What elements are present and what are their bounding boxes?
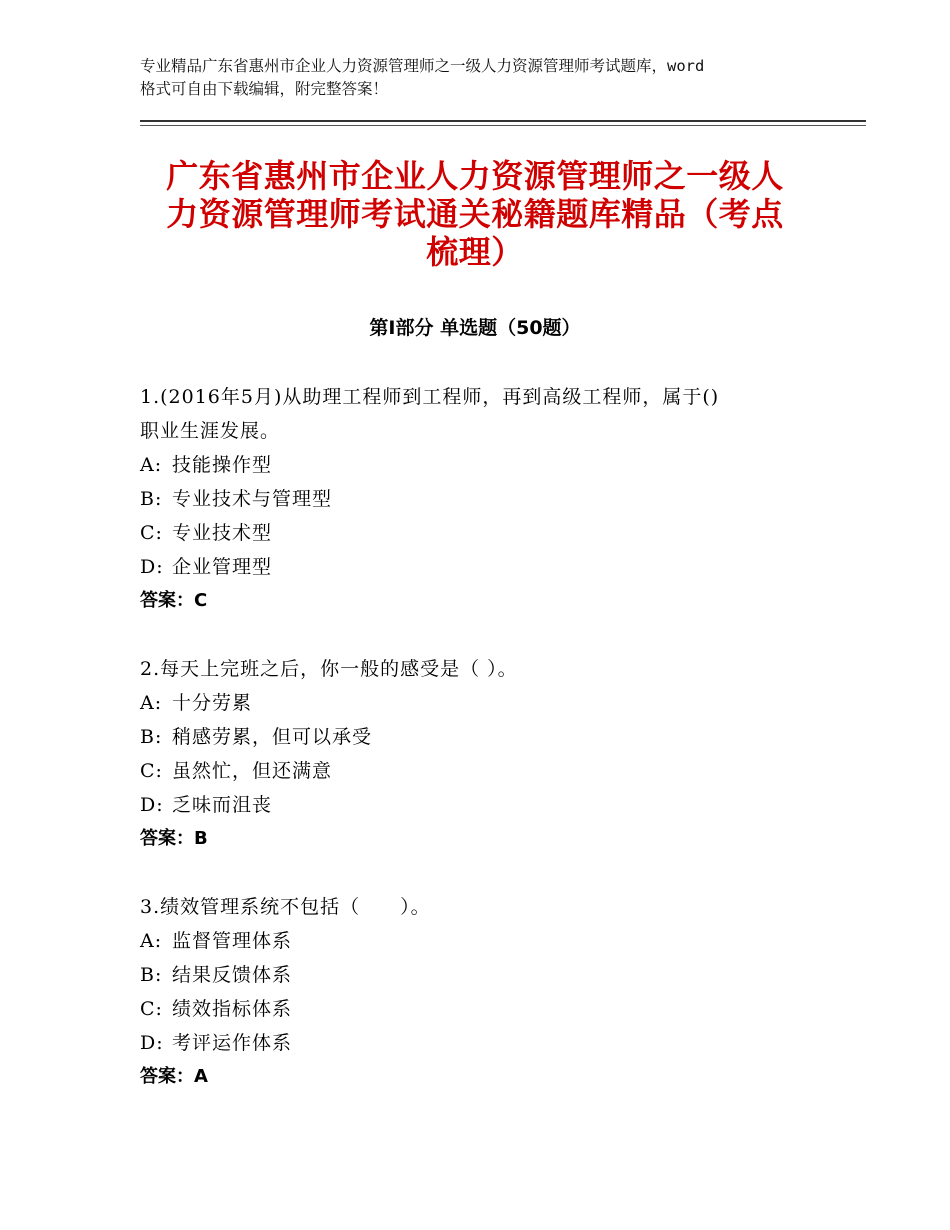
option-c: [140, 992, 800, 1026]
option-letter: B:: [140, 488, 163, 510]
title-line-1: 广东省惠州市企业人力资源管理师之一级人: [166, 157, 784, 195]
option-letter: C:: [140, 522, 163, 544]
header-note-line-1: 专业精品广东省惠州市企业人力资源管理师之一级人力资源管理师考试题库，word: [140, 57, 705, 75]
option-text: 虽然忙，但还满意: [172, 760, 333, 782]
question-stem: [140, 890, 800, 924]
option-text: 稍感劳累，但可以承受: [172, 726, 373, 748]
option-d: [140, 788, 800, 822]
option-letter: D:: [140, 556, 164, 578]
option-letter: B:: [140, 726, 163, 748]
option-text: 十分劳累: [172, 692, 253, 714]
document-title: [140, 157, 810, 271]
option-letter: C:: [140, 998, 163, 1020]
question-stem-line-1: 2.每天上完班之后，你一般的感受是（ ）。: [140, 658, 518, 680]
option-text: 结果反馈体系: [172, 964, 293, 986]
question-stem-line-1: 3.绩效管理系统不包括（ ）。: [140, 896, 431, 918]
question-1: [140, 380, 800, 618]
question-stem: [140, 652, 800, 686]
question-stem: [140, 380, 800, 448]
option-letter: A:: [140, 930, 163, 952]
header-divider: [140, 120, 866, 122]
header-note: [140, 55, 820, 101]
option-letter: D:: [140, 794, 164, 816]
option-c: [140, 754, 800, 788]
answer-label: 答案：C: [140, 590, 208, 611]
option-text: 专业技术型: [172, 522, 273, 544]
option-text: 专业技术与管理型: [172, 488, 333, 510]
option-letter: A:: [140, 454, 163, 476]
option-letter: A:: [140, 692, 163, 714]
option-d: [140, 550, 800, 584]
option-b: [140, 482, 800, 516]
question-stem-line-2: 职业生涯发展。: [140, 420, 281, 442]
option-a: [140, 686, 800, 720]
option-text: 技能操作型: [172, 454, 273, 476]
option-a: [140, 448, 800, 482]
option-d: [140, 1026, 800, 1060]
question-2: [140, 652, 800, 856]
question-list: [140, 380, 800, 1128]
section-heading: 第Ⅰ部分 单选题（50题）: [369, 317, 581, 339]
title-line-2: 力资源管理师考试通关秘籍题库精品（考点: [166, 195, 784, 233]
option-text: 乏味而沮丧: [172, 794, 273, 816]
option-b: [140, 720, 800, 754]
answer-label: 答案：A: [140, 1066, 208, 1087]
option-b: [140, 958, 800, 992]
option-c: [140, 516, 800, 550]
question-3: [140, 890, 800, 1094]
option-a: [140, 924, 800, 958]
option-text: 企业管理型: [172, 556, 273, 578]
option-letter: B:: [140, 964, 163, 986]
option-letter: D:: [140, 1032, 164, 1054]
header-divider-thin: [140, 125, 866, 126]
option-text: 考评运作体系: [172, 1032, 293, 1054]
option-text: 绩效指标体系: [172, 998, 293, 1020]
option-text: 监督管理体系: [172, 930, 293, 952]
answer-label: 答案：B: [140, 828, 208, 849]
option-letter: C:: [140, 760, 163, 782]
question-stem-line-1: 1.(2016年5月)从助理工程师到工程师，再到高级工程师，属于(): [140, 386, 720, 408]
title-line-3: 梳理）: [426, 233, 524, 271]
header-note-line-2: 格式可自由下载编辑，附完整答案！: [140, 80, 389, 98]
